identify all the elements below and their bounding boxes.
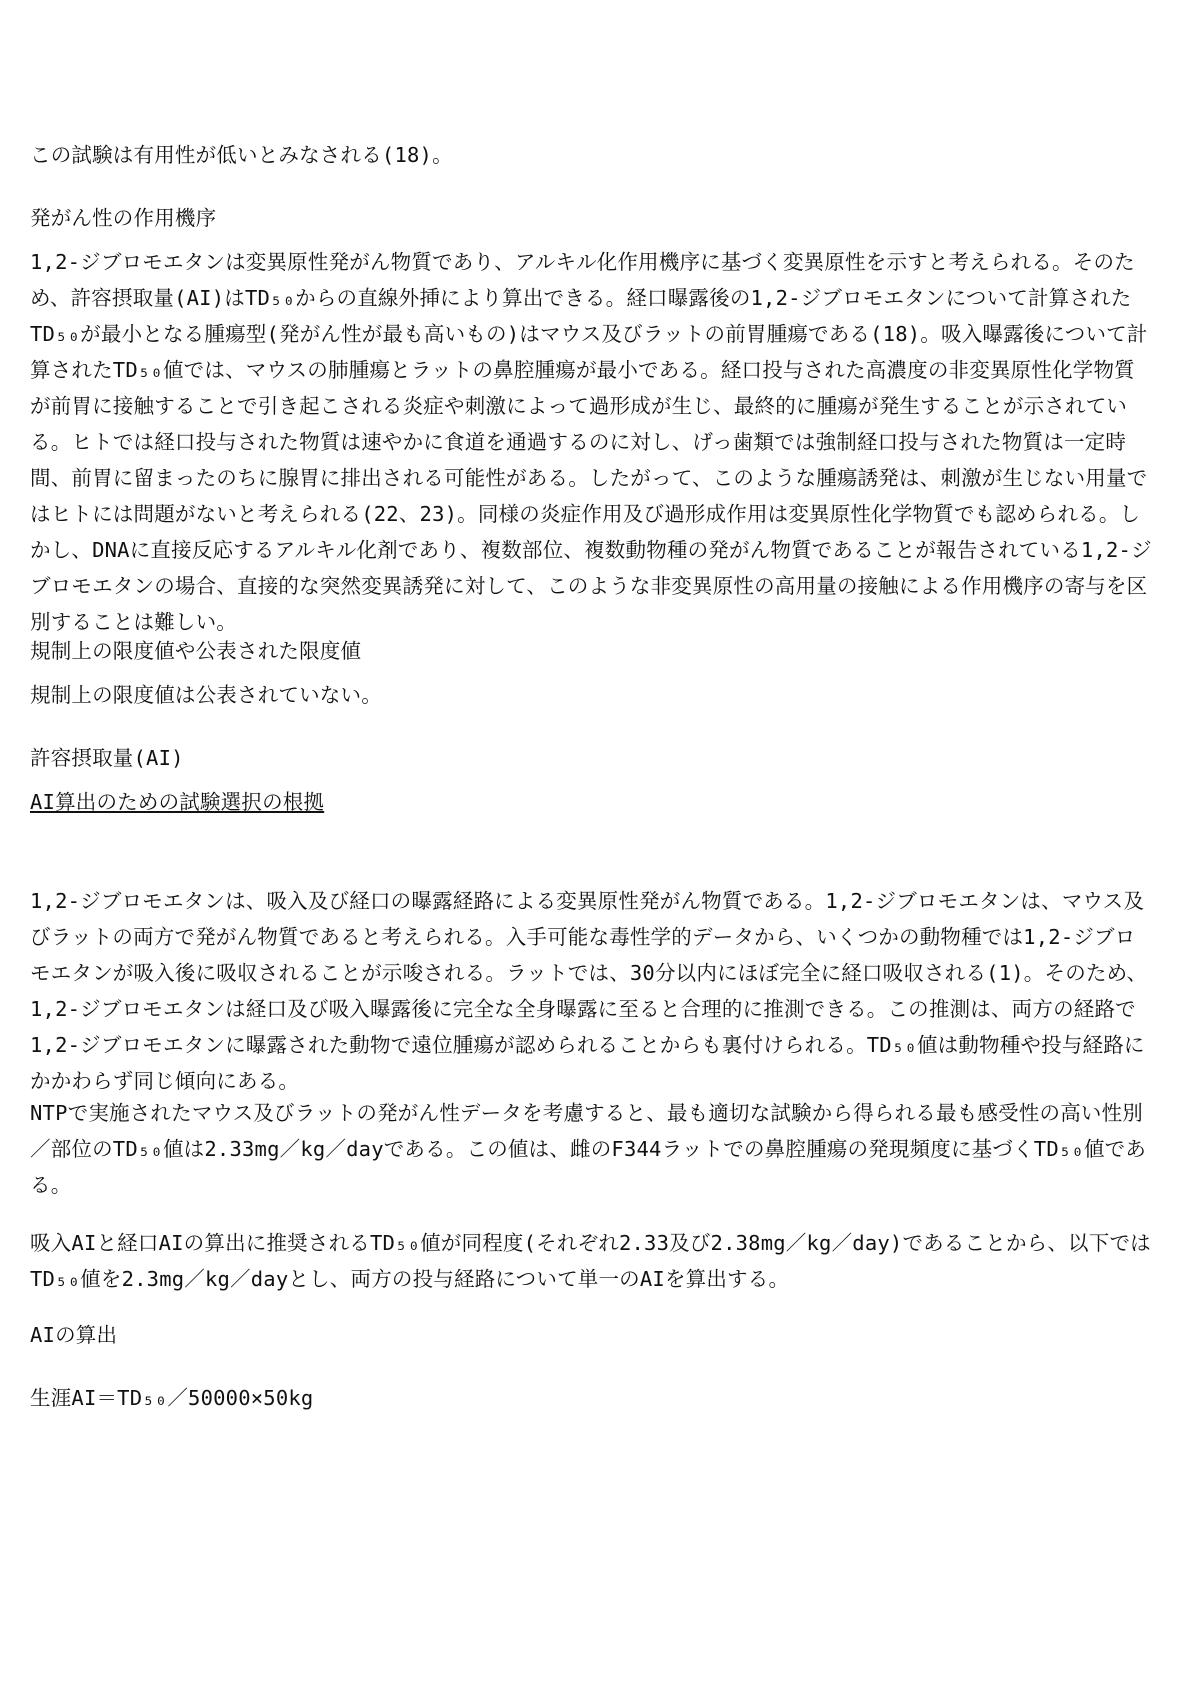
rationale-paragraph-2: NTPで実施されたマウス及びラットの発がん性データを考慮すると、最も適切な試験から得られる最も感受性の高い性別／部位のTD₅₀値は2.33mg／kg／dayである。この値は、雌のF344ラットでの鼻腔腫瘍の発現頻度に基づくTD₅₀値である。 [30, 1101, 1147, 1197]
limits-heading: 規制上の限度値や公表された限度値 [30, 639, 362, 663]
rationale-heading: AI算出のための試験選択の根拠 [30, 790, 325, 814]
rationale-paragraph-1: 1,2-ジブロモエタンは、吸入及び経口の曝露経路による変異原性発がん物質である。1,2-ジブロモエタンは、マウス及びラットの両方で発がん物質であると考えられる。入手可能な毒性学的データから、いくつかの動物種では1,2-ジブロモエタンが吸入後に吸収されることが示唆される。ラットでは、30分以内にほぼ完全に経口吸収される(1)。そのため、1,2-ジブロモエタンは経口及び吸入曝露後に完全な全身曝露に至ると合理的に推測できる。この推測は、両方の経路で1,2-ジブロモエタンに曝露された動物で遠位腫瘍が認められることからも裏付けられる。TD₅₀値は動物種や投与経路にかかわらず同じ傾向にある。 [30, 889, 1148, 1093]
mechanism-paragraph: 1,2-ジブロモエタンは変異原性発がん物質であり、アルキル化作用機序に基づく変異原性を示すと考えられる。そのため、許容摂取量(AI)はTD₅₀からの直線外挿により算出できる。経口曝露後の1,2-ジブロモエタンについて計算されたTD₅₀が最小となる腫瘍型(発がん性が最も高いもの)はマウス及びラットの前胃腫瘍である(18)。吸入曝露後について計算されたTD₅₀値では、マウスの肺腫瘍とラットの鼻腔腫瘍が最小である。経口投与された高濃度の非変異原性化学物質が前胃に接触することで引き起こされる炎症や刺激によって過形成が生じ、最終的に腫瘍が発生することが示されている。ヒトでは経口投与された物質は速やかに食道を通過するのに対し、げっ歯類では強制経口投与された物質は一定時間、前胃に留まったのちに腺胃に排出される可能性がある。したがって、このような腫瘍誘発は、刺激が生じない用量ではヒトには問題がないと考えられる(22、23)。同様の炎症作用及び過形成作用は変異原性化学物質でも認められる。しかし、DNAに直接反応するアルキル化剤であり、複数部位、複数動物種の発がん物質であることが報告されている1,2-ジブロモエタンの場合、直接的な突然変異誘発に対して、このような非変異原性の高用量の接触による作用機序の寄与を区別することは難しい。 [30, 250, 1152, 634]
ai-heading: 許容摂取量(AI) [30, 746, 184, 770]
calculation-heading: AIの算出 [30, 1323, 118, 1347]
limits-paragraph: 規制上の限度値は公表されていない。 [30, 683, 382, 707]
formula-line: 生涯AI＝TD₅₀／50000×50kg [30, 1386, 314, 1410]
mechanism-heading: 発がん性の作用機序 [30, 206, 217, 230]
rationale-paragraph-3: 吸入AIと経口AIの算出に推奨されるTD₅₀値が同程度(それぞれ2.33及び2.38mg／kg／day)であることから、以下ではTD₅₀値を2.3mg／kg／dayとし、両方の投与経路について単一のAIを算出する。 [30, 1231, 1151, 1291]
intro-paragraph: この試験は有用性が低いとみなされる(18)。 [30, 143, 453, 167]
